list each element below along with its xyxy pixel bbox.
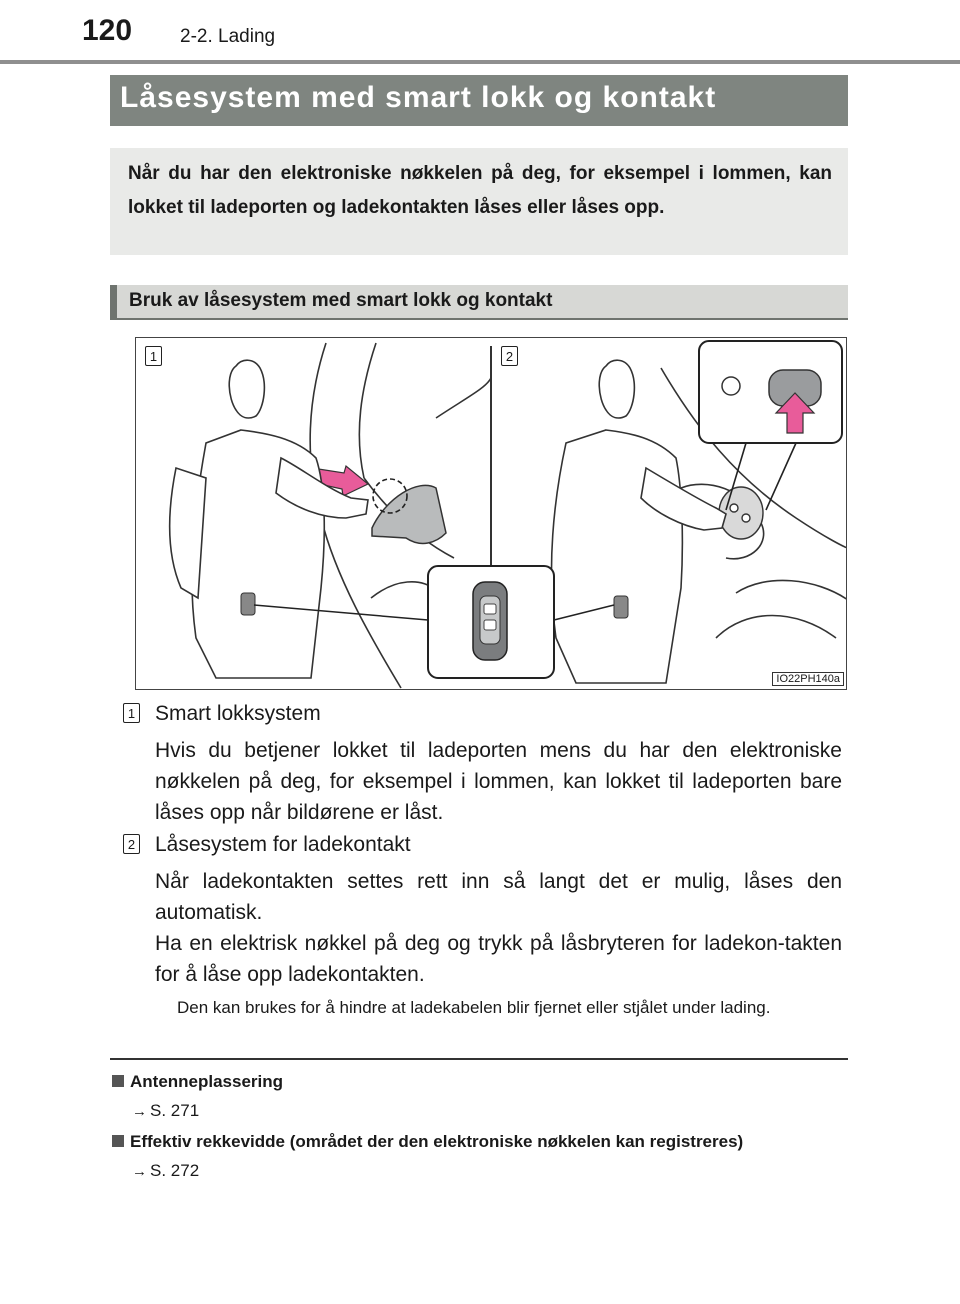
charge-lid-illustration <box>372 485 446 543</box>
item-title-1: Smart lokksystem <box>155 702 321 725</box>
figure-label-2: 2 <box>501 346 518 366</box>
item-text-2a: Når ladekontakten settes rett inn så langt det er mulig, låses den automatisk. <box>155 870 842 924</box>
section-label: 2-2. Lading <box>180 26 276 47</box>
person-illustration <box>170 360 368 678</box>
subheading-accent <box>110 285 117 319</box>
section-divider <box>110 1058 848 1060</box>
figure-label-1: 1 <box>145 346 162 366</box>
subheading-bar <box>110 285 848 319</box>
key-small-left <box>241 593 255 615</box>
lock-button-callout <box>699 341 842 510</box>
item-text-1: Hvis du betjener lokket til ladeporten mens du har den elektroniske nøkkelen på deg, for eksempel i lommen, kan lokket til ladeporten bare låses opp når bildørene er låst. <box>155 739 842 824</box>
subheading-underline <box>110 318 848 320</box>
bullet-square-icon <box>112 1075 124 1087</box>
item-number-2: 2 <box>123 834 140 854</box>
ref-link-range[interactable]: → S. 272 <box>132 1161 200 1180</box>
ref-heading-antenna: Antenneplassering <box>112 1072 283 1092</box>
page-title: Låsesystem med smart lokk og kontakt <box>120 81 717 114</box>
ref-link-antenna[interactable]: → S. 271 <box>132 1101 200 1120</box>
illustration-figure <box>135 337 847 690</box>
item-text-2b: Ha en elektrisk nøkkel på deg og trykk på låsbryteren for ladekon-takten for å låse opp ladekontakten. <box>155 932 842 986</box>
arrow-right-icon: → <box>132 1103 147 1120</box>
page-number: 120 <box>82 14 133 47</box>
subheading: Bruk av låsesystem med smart lokk og kontakt <box>129 290 553 311</box>
item-title-2: Låsesystem for ladekontakt <box>155 833 411 856</box>
key-small-right <box>614 596 628 618</box>
item-note-2: Den kan brukes for å hindre at ladekabelen blir fjernet eller stjålet under lading. <box>177 998 771 1017</box>
bullet-square-icon <box>112 1135 124 1147</box>
arrow-right-icon: → <box>132 1163 147 1180</box>
figure-code: IO22PH140a <box>772 672 844 686</box>
intro-box: Når du har den elektroniske nøkkelen på deg, for eksempel i lommen, kan lokket til ladeporten og ladekontakten låses eller låses opp. <box>110 148 848 255</box>
electronic-key-icon <box>473 582 507 660</box>
header-divider <box>0 60 960 64</box>
ref-heading-range: Effektiv rekkevidde (området der den elektroniske nøkkelen kan registreres) <box>112 1132 743 1152</box>
item-number-1: 1 <box>123 703 140 723</box>
illustration-svg <box>136 338 847 690</box>
title-bar <box>110 75 848 126</box>
